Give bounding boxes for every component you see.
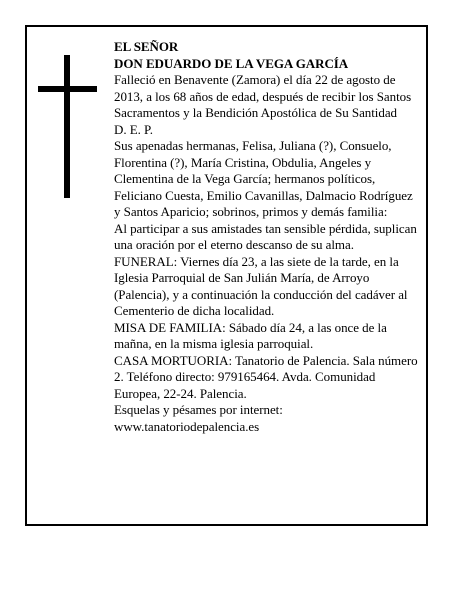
deceased-name: DON EDUARDO DE LA VEGA GARCÍA (114, 55, 349, 71)
prayer-request: Al participar a sus amistades tan sensible pérdida, suplican una oración por el eterno descanso de su alma. (114, 220, 417, 252)
cross-vertical-bar (64, 55, 70, 198)
death-info: Falleció en Benavente (Zamora) el día 22 de agosto de 2013, a los 68 años de edad, después de recibir los Santos Sacramentos y la Bendición Apostólica de Su Santidad (114, 72, 412, 120)
internet-label: Esquelas y pésames por internet: (114, 402, 283, 417)
rip-text: D. E. P. (114, 121, 153, 137)
title-line-1: EL SEÑOR (114, 39, 179, 54)
cross-horizontal-bar (38, 86, 97, 92)
mortuary-info: CASA MORTUORIA: Tanatorio de Palencia. Sala número 2. Teléfono directo: 979165464. Avda. Comunidad Europea, 22-24. Palencia. (114, 352, 418, 401)
website-link: www.tanatoriodepalencia.es (114, 418, 260, 434)
family-mass-info: MISA DE FAMILIA: Sábado día 24, a las once de la mañna, en la misma iglesia parroquial. (114, 319, 387, 351)
obituary-text (114, 39, 420, 435)
funeral-info: FUNERAL: Viernes día 23, a las siete de la tarde, en la Iglesia Parroquial de San Julián María, de Arroyo (Palencia), y a continuación la conducción del cadáver al Cementerio de dicha localidad. (114, 253, 408, 318)
family-text: Sus apenadas hermanas, Felisa, Juliana (?), Consuelo, Florentina (?), María Cristina, Obdulia, Angeles y Clementina de la Vega García; hermanos políticos, Feliciano Cuesta, Emilio Cavanillas, Dalmacio Rodríguez y Santos Aparicio; sobrinos, primos y demás familia: (114, 138, 413, 219)
